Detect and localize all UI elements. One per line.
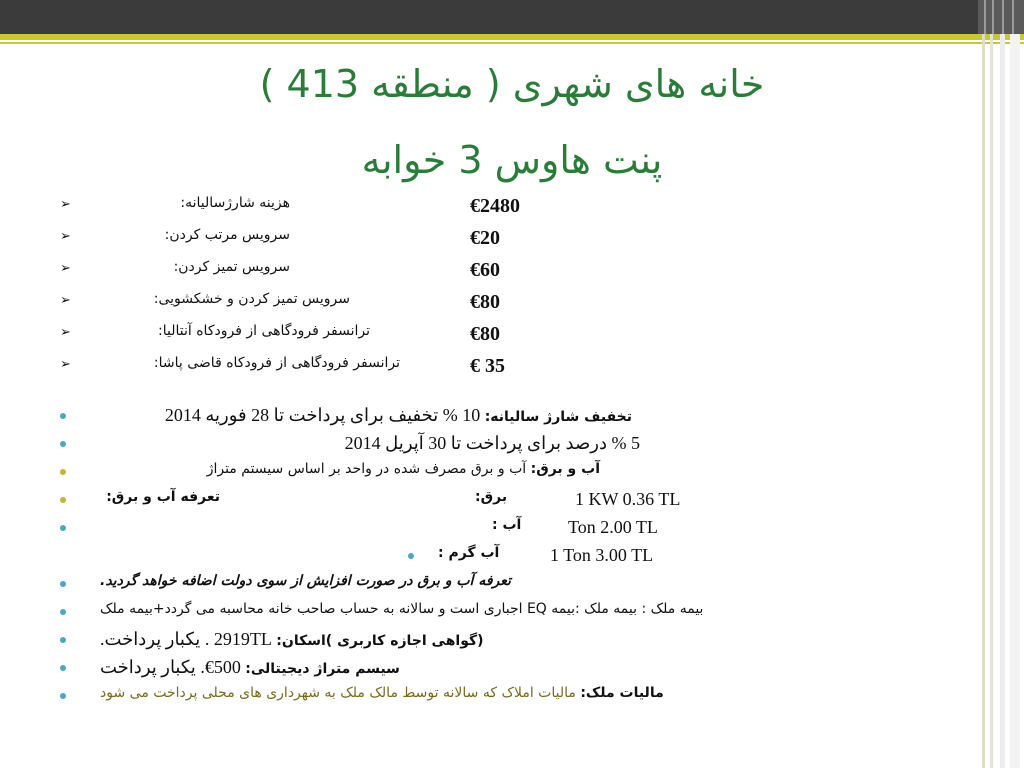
note-discount-2 (60, 433, 760, 457)
arrow-bullet-icon: ➢ (60, 293, 71, 308)
price-row (60, 323, 620, 351)
bullet-dot-icon (408, 553, 414, 559)
bullet-dot-icon (60, 525, 66, 531)
note-digital-meter (60, 657, 760, 681)
permit-label: (گواهی اجازه کاربری )اسکان: (276, 633, 484, 649)
water-label: آب : (492, 517, 522, 533)
note-insurance (60, 601, 760, 625)
note-hot-water (60, 545, 760, 569)
note-discount (60, 405, 760, 429)
price-label: هزینه شارژسالیانه: (180, 195, 290, 211)
price-value: €20 (470, 227, 500, 249)
arrow-bullet-icon: ➢ (60, 229, 71, 244)
tax-text: مالیات املاک که سالانه توسط مالک ملک به شهرداری های محلی پرداخت می شود (100, 685, 576, 701)
top-bar (0, 0, 1024, 34)
slide-title: خانه های شهری ( منطقه 413 ) (259, 62, 765, 106)
note-property-tax (60, 685, 760, 709)
bullet-dot-icon (60, 413, 66, 419)
bullet-dot-icon (60, 469, 66, 475)
price-value: €2480 (470, 195, 520, 217)
price-row (60, 355, 620, 383)
electricity-value: 1 KW 0.36 TL (575, 489, 681, 509)
price-row (60, 291, 620, 319)
price-value: €80 (470, 291, 500, 313)
bullet-dot-icon (60, 581, 66, 587)
bullet-dot-icon (60, 693, 66, 699)
discount-text-2: 5 % درصد برای پرداخت تا 30 آپریل 2014 (344, 433, 640, 453)
discount-label: تخفیف شارژ سالیانه: (484, 409, 632, 425)
note-tariff-change (60, 573, 760, 597)
permit-text: 2919TL . یکبار پرداخت. (100, 629, 272, 649)
water-value: Ton 2.00 TL (568, 517, 658, 537)
tax-label: مالیات ملک: (580, 685, 664, 701)
note-permit (60, 629, 760, 653)
tariff-label: تعرفه آب و برق: (106, 489, 220, 505)
accent-line (0, 34, 1024, 40)
slide-subtitle: پنت هاوس 3 خوابه (361, 138, 663, 182)
arrow-bullet-icon: ➢ (60, 357, 71, 372)
water-elec-label: آب و برق: (530, 461, 600, 477)
price-value: €80 (470, 323, 500, 345)
price-row (60, 227, 620, 255)
price-row (60, 259, 620, 287)
insurance-text: بیمه ملک : بیمه ملک :بیمه EQ اجباری است و سالانه به حساب صاحب خانه محاسبه می گردد+بیمه ملک (100, 601, 704, 617)
price-label: ترانسفر فرودگاهی از فرودکاه آنتالیا: (158, 323, 370, 339)
price-label: سرویس تمیز کردن و خشکشویی: (153, 291, 350, 307)
price-label: سرویس تمیز کردن: (173, 259, 290, 275)
price-value: €60 (470, 259, 500, 281)
arrow-bullet-icon: ➢ (60, 261, 71, 276)
price-row (60, 195, 620, 223)
discount-text-1: 10 % تخفیف برای پرداخت تا 28 فوریه 2014 (164, 405, 481, 425)
tariff-note: تعرفه آب و برق در صورت افزایش از سوی دولت اضافه خواهد گردید. (100, 573, 511, 589)
meter-label: سیسم متراژ دیجیتالی: (245, 661, 400, 677)
hot-water-value: 1 Ton 3.00 TL (550, 545, 654, 565)
right-decoration (978, 0, 1024, 768)
bullet-dot-icon (60, 637, 66, 643)
accent-line-thin (0, 42, 1024, 44)
bullet-dot-icon (60, 609, 66, 615)
price-label: ترانسفر فرودگاهی از فرودکاه قاضی پاشا: (153, 355, 400, 371)
meter-text: 500€. یکبار پرداخت (100, 657, 241, 677)
note-water-electricity (60, 461, 760, 485)
bullet-dot-icon (60, 665, 66, 671)
note-tariff (60, 489, 760, 513)
hot-water-label: آب گرم : (438, 545, 500, 561)
note-water (60, 517, 760, 541)
arrow-bullet-icon: ➢ (60, 325, 71, 340)
electricity-label: برق: (475, 489, 508, 505)
price-label: سرویس مرتب کردن: (164, 227, 290, 243)
bullet-dot-icon (60, 497, 66, 503)
water-elec-text: آب و برق مصرف شده در واحد بر اساس سیستم متراژ (206, 461, 527, 477)
price-value: € 35 (470, 355, 505, 377)
bullet-dot-icon (60, 441, 66, 447)
arrow-bullet-icon: ➢ (60, 197, 71, 212)
